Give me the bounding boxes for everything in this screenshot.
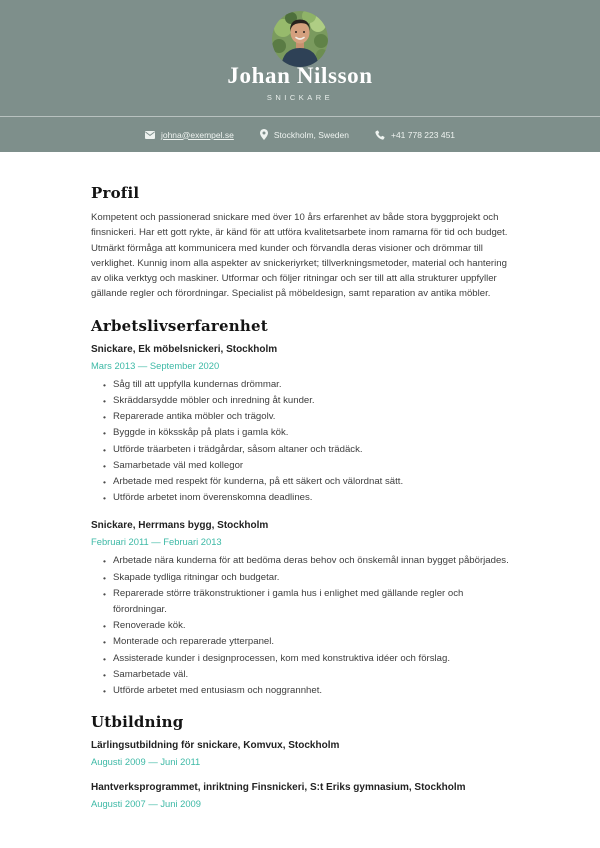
email-link[interactable]: johna@exempel.se [160, 129, 234, 140]
education-entry [91, 781, 511, 810]
job-bullet: • Arbetade med respekt för kunderna, på ett säkert och välordnat sätt. [103, 474, 511, 490]
person-name: Johan Nilsson [227, 63, 373, 88]
job-bullet-list [103, 553, 511, 699]
contact-phone [375, 130, 455, 140]
job-entry [91, 519, 511, 699]
contact-bar [0, 117, 600, 152]
avatar [272, 11, 328, 67]
job-dates: Mars 2013 — September 2020 [91, 359, 220, 371]
resume-header [0, 0, 600, 152]
section-heading-experience: Arbetslivserfarenhet [91, 316, 268, 335]
section-heading-profile: Profil [91, 184, 140, 202]
phone-text: +41 778 223 451 [390, 129, 456, 140]
phone-icon [375, 130, 385, 140]
contact-email [145, 130, 234, 140]
job-title: Snickare, Ek möbelsnickeri, Stockholm [91, 343, 278, 355]
education-dates: Augusti 2009 — Juni 2011 [91, 756, 201, 768]
job-dates: Februari 2011 — Februari 2013 [91, 536, 222, 548]
job-bullet: • Utförde arbetet med entusiasm och noggrannhet. [103, 683, 511, 699]
section-heading-education: Utbildning [91, 713, 184, 732]
job-bullet: • Arbetade nära kunderna för att bedöma deras behov och önskemål innan bygget påbörjades. [103, 553, 511, 569]
map-pin-icon [260, 129, 268, 140]
education-entry [91, 739, 511, 768]
education-dates: Augusti 2007 — Juni 2009 [91, 798, 201, 810]
job-bullet: • Skapade tydliga ritningar och budgetar. [103, 570, 511, 586]
job-bullet: • Samarbetade väl med kollegor [103, 458, 511, 474]
job-bullet: • Skräddarsydde möbler och inredning åt kunder. [103, 393, 511, 409]
job-bullet: • Reparerade större träkonstruktioner i gamla hus i enlighet med gällande regler och förordningar. [103, 586, 511, 618]
education-title: Hantverksprogrammet, inriktning Finsnickeri, S:t Eriks gymnasium, Stockholm [91, 782, 466, 794]
job-bullet: • Renoverade kök. [103, 618, 511, 634]
job-bullet: • Samarbetade väl. [103, 667, 511, 683]
education-title: Lärlingsutbildning för snickare, Komvux, Stockholm [91, 740, 340, 752]
job-bullet: • Utförde arbetet inom överenskomna deadlines. [103, 490, 511, 506]
job-title: Snickare, Herrmans bygg, Stockholm [91, 520, 269, 532]
job-bullet: • Reparerade antika möbler och trägolv. [103, 409, 511, 425]
job-bullet: • Utförde träarbeten i trädgårdar, såsom altaner och trädäck. [103, 442, 511, 458]
job-bullet: • Assisterade kunder i designprocessen, kom med konstruktiva idéer och förslag. [103, 651, 511, 667]
avatar-photo-illustration [272, 11, 328, 67]
job-entry [91, 343, 511, 507]
job-bullet: • Byggde in köksskåp på plats i gamla kök. [103, 425, 511, 441]
job-bullet: • Monterade och reparerade ytterpanel. [103, 634, 511, 650]
person-role: SNICKARE [266, 93, 334, 102]
envelope-icon [145, 131, 155, 139]
resume-body [0, 152, 600, 810]
job-bullet-list [103, 377, 511, 507]
job-bullet: • Såg till att uppfylla kundernas drömmar. [103, 377, 511, 393]
contact-location [260, 129, 349, 140]
location-text: Stockholm, Sweden [273, 129, 349, 140]
profile-text: Kompetent och passionerad snickare med över 10 års erfarenhet av både stora byggprojekt och finsnickeri. Har ett gott rykte, är känd för att utföra kvalitetsarbete inom ramarna för tid och budget. Utmärkt förmåga att kommunicera med kunder och förvandla deras visioner och drömmar till verklighet. Kunnig inom alla aspekter av snickeriyrket; tillverkningsmetoder, material och hantering av olika verktyg och maskiner. Utformar och följer ritningar och ser till att alla strukturer uppfyller gällande regler och förordningar. Specialist på möbeldesign, samt reparation av antika möbler. [91, 212, 508, 300]
